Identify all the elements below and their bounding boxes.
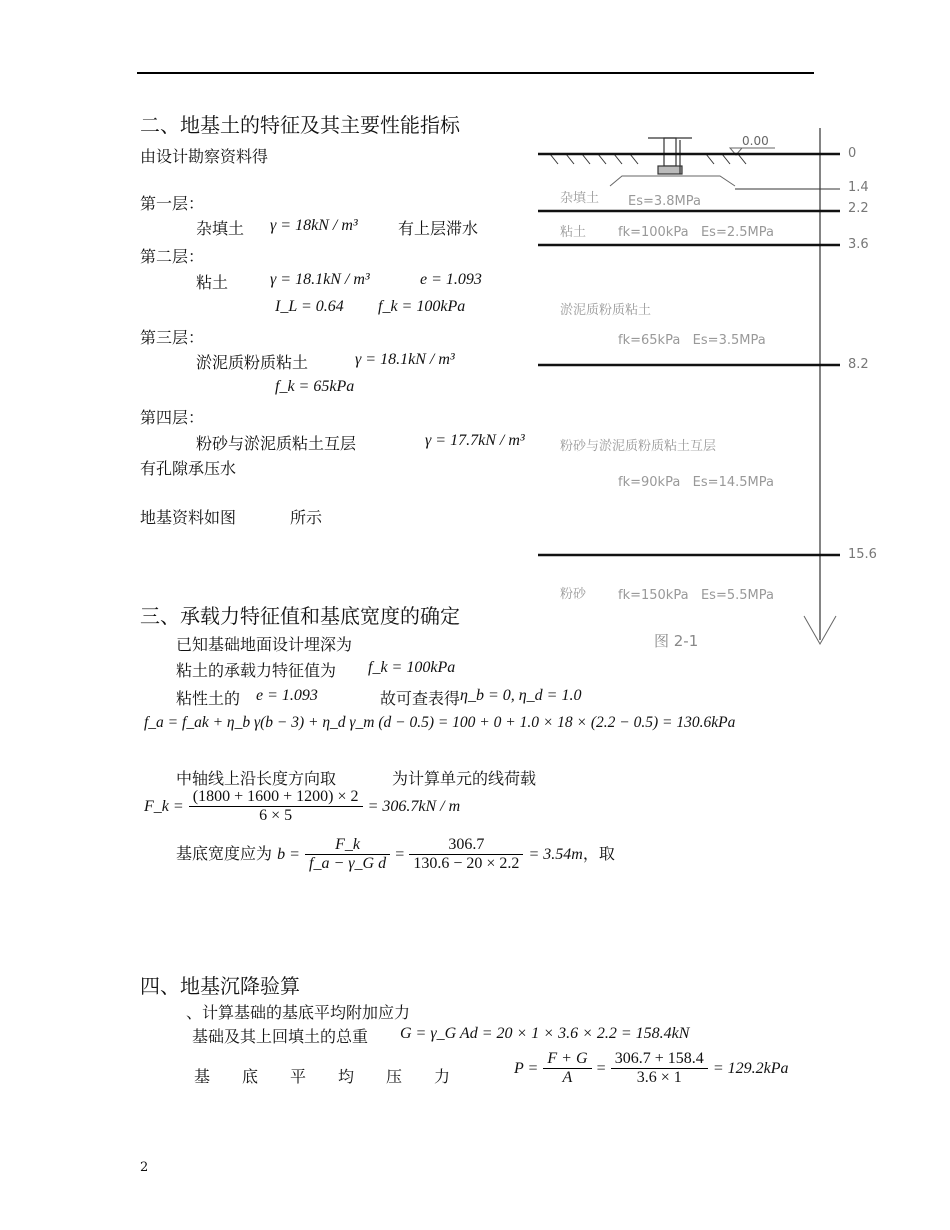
layer1-gamma: γ = 18kN / m³	[270, 217, 358, 234]
load-text2: 为计算单元的线荷载	[392, 769, 537, 788]
b-numerator-symbolic: F_k	[305, 836, 390, 855]
p-numerator-numeric: 306.7 + 158.4	[611, 1050, 708, 1069]
p-denominator-symbolic: A	[562, 1069, 573, 1086]
layer4-name: 粉砂与淤泥质粘土互层	[196, 434, 357, 453]
figref-a: 地基资料如图	[140, 508, 237, 527]
b-result: = 3.54m	[528, 846, 583, 863]
section3-line2: 粘土的承载力特征值为	[176, 661, 337, 680]
b-text: 基底宽度应为	[176, 844, 273, 863]
footing	[648, 138, 692, 174]
layer-name: 粘土	[560, 225, 587, 240]
section3-line3-a: 粘性土的	[176, 689, 241, 708]
depth-label: 0	[848, 146, 857, 161]
soil-profile-figure	[530, 128, 900, 658]
fk-lhs: F_k =	[144, 798, 184, 815]
layer2-name: 粘土	[196, 273, 229, 292]
b-tail: ，取	[582, 844, 615, 863]
layer3-name: 淤泥质粉质粘土	[196, 353, 309, 372]
b-denominator-symbolic: f_a − γ_G d	[309, 855, 387, 872]
layer1-label: 第一层：	[140, 194, 205, 213]
layer3-fk: f_k = 65kPa	[275, 378, 355, 395]
p-formula: P = $\frac{F + G}{A}$ = $\frac{306.7 + 158.4}{3.6 \times 1}$ = 129.2kPa	[514, 1050, 789, 1086]
section4-heading: 四、地基沉降验算	[140, 974, 300, 998]
layer-props: fk=65kPa Es=3.5MPa	[618, 333, 766, 348]
layer-name: 杂填土	[560, 191, 600, 206]
b-lhs: b =	[277, 846, 300, 863]
layer-props: Es=3.8MPa	[628, 194, 701, 209]
layer-name: 粉砂	[560, 587, 587, 602]
depth-label: 1.4	[848, 180, 869, 195]
b-fraction-symbolic	[305, 836, 390, 873]
layer-name: 淤泥质粉质粘土	[560, 303, 652, 318]
section3-fa-equation: f_a = f_ak + η_b γ(b − 3) + η_d γ_m (d − 0.5) = 100 + 0 + 1.0 × 18 × (2.2 − 0.5) = 130.6kPa	[144, 714, 736, 731]
fk-formula	[144, 788, 460, 825]
depth-label: 2.2	[848, 201, 869, 216]
b-denominator-numeric: 130.6 − 20 × 2.2	[413, 855, 520, 872]
g-text: 基础及其上回填土的总重	[192, 1027, 369, 1046]
section3-heading: 三、承载力特征值和基底宽度的确定	[140, 604, 460, 628]
b-formula: 基底宽度应为 b = $\frac{F\_k}{\text{f\_a − γ\_G d}}$ = $\frac{306.7}{130.6 - 20 \times 2.2}$ = 3.54m，取	[176, 836, 615, 872]
section3-line1: 已知基础地面设计埋深为	[176, 635, 353, 654]
load-spread	[610, 176, 735, 186]
depth-label: 8.2	[848, 357, 869, 372]
ground-hatch	[542, 154, 830, 164]
fk-numerator: (1800 + 1600 + 1200) × 2	[189, 788, 363, 807]
section3-line3-b: 故可查表得	[380, 689, 461, 708]
section3-eta: η_b = 0, η_d = 1.0	[460, 687, 582, 704]
p-result: = 129.2kPa	[712, 1060, 789, 1077]
section3-fk-eq: f_k = 100kPa	[368, 659, 456, 676]
layer4-gamma: γ = 17.7kN / m³	[425, 432, 525, 449]
p-text: 基 底 平 均 压 力	[194, 1067, 451, 1086]
layer2-il: I_L = 0.64	[275, 298, 344, 315]
layer2-gamma: γ = 18.1kN / m³	[270, 271, 370, 288]
depth-label: 3.6	[848, 237, 869, 252]
section2-heading: 二、地基土的特征及其主要性能指标	[140, 113, 460, 137]
p-denominator-numeric: 3.6 × 1	[636, 1069, 682, 1086]
layer2-e: e = 1.093	[420, 271, 482, 288]
figref-b: 所示	[290, 508, 323, 527]
depth-label: 15.6	[848, 547, 877, 562]
layer-name: 粉砂与淤泥质粉质粘土互层	[560, 439, 717, 454]
layer1-note: 有上层滞水	[398, 219, 479, 238]
figure-caption: 图 2-1	[654, 632, 699, 650]
layer4-label: 第四层：	[140, 408, 205, 427]
layer2-fk: f_k = 100kPa	[378, 298, 466, 315]
b-fraction-numeric	[409, 836, 523, 873]
layer2-label: 第二层：	[140, 247, 205, 266]
fk-denominator: 6 × 5	[259, 807, 293, 824]
layer4-note: 有孔隙承压水	[140, 459, 237, 478]
section3-line3-e: e = 1.093	[256, 687, 318, 704]
p-numerator-symbolic: F + G	[543, 1050, 591, 1069]
layer-boundaries	[538, 154, 840, 555]
p-fraction-symbolic	[543, 1050, 591, 1087]
section2-intro: 由设计勘察资料得	[140, 147, 269, 166]
b-numerator-numeric: 306.7	[409, 836, 523, 855]
ground-level-mark	[730, 134, 775, 155]
layer-props: fk=150kPa Es=5.5MPa	[618, 588, 774, 603]
header-rule	[137, 72, 814, 74]
layer3-label: 第三层：	[140, 328, 205, 347]
ground-level-text: 0.00	[742, 134, 769, 148]
layer-props: fk=90kPa Es=14.5MPa	[618, 475, 774, 490]
layer3-gamma: γ = 18.1kN / m³	[355, 351, 455, 368]
section4-sub1: 、计算基础的基底平均附加应力	[186, 1003, 411, 1022]
load-text: 中轴线上沿长度方向取	[176, 769, 337, 788]
fk-result: = 306.7kN / m	[367, 798, 461, 815]
layer1-name: 杂填土	[196, 219, 245, 238]
p-lhs: P =	[514, 1060, 539, 1077]
layer-props: fk=100kPa Es=2.5MPa	[618, 225, 774, 240]
fk-fraction	[189, 788, 363, 825]
g-equation: G = γ_G Ad = 20 × 1 × 3.6 × 2.2 = 158.4kN	[400, 1025, 690, 1042]
page-number: 2	[140, 1160, 149, 1175]
p-fraction-numeric	[611, 1050, 708, 1087]
